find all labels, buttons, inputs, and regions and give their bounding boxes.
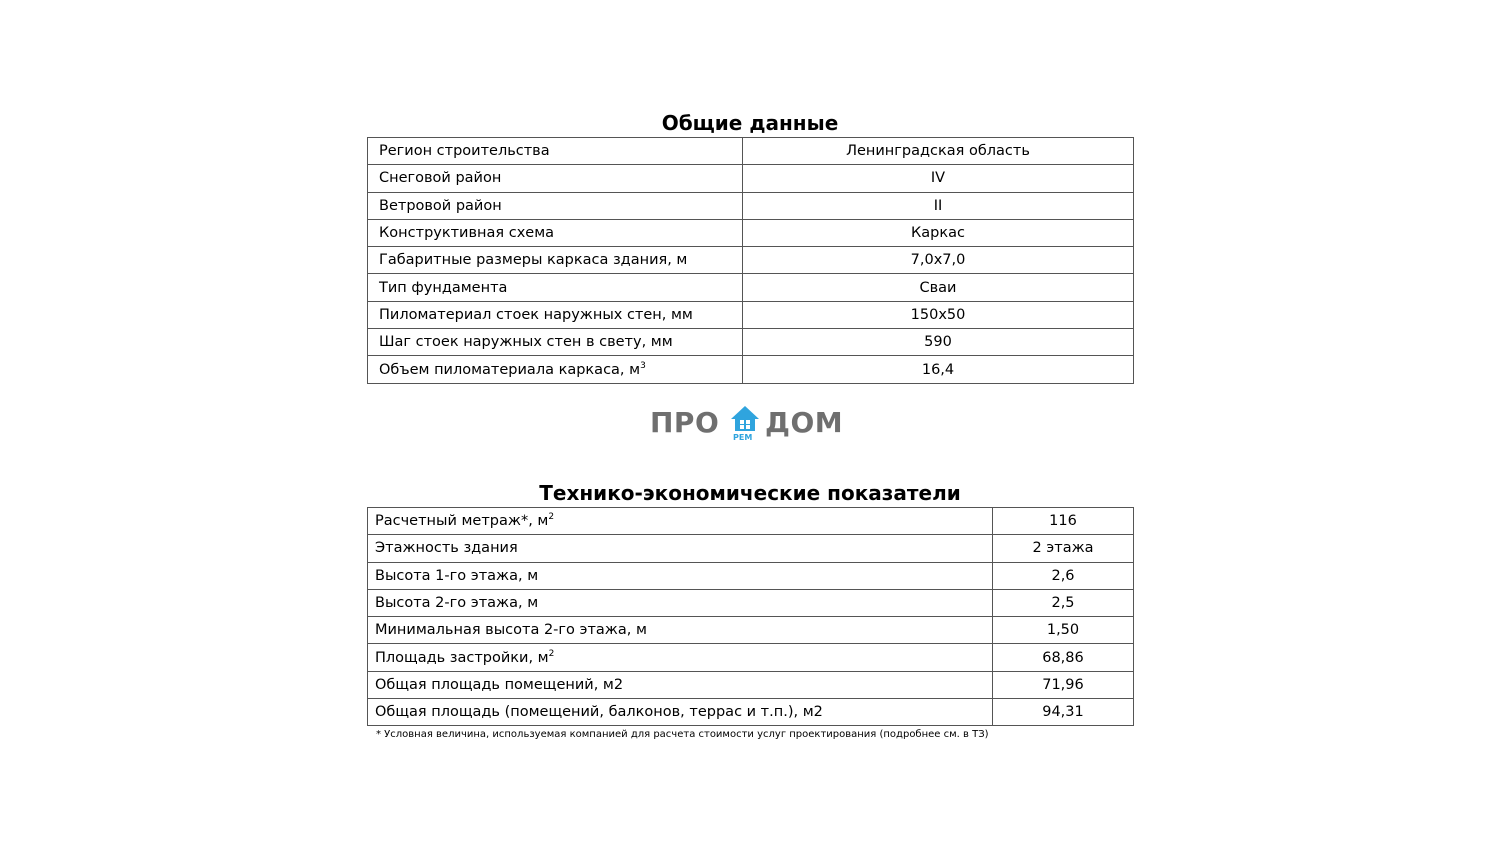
row-value: Сваи [743, 274, 1134, 301]
row-value: 150х50 [743, 301, 1134, 328]
table-row [368, 617, 1134, 644]
row-label-text: Этажность здания [375, 540, 518, 557]
logo-word-left: ПРО [650, 406, 720, 439]
row-value: 2 этажа [993, 535, 1134, 562]
table-row [368, 192, 1134, 219]
general-data-title: Общие данные [661, 111, 839, 135]
row-label-text: Шаг стоек наружных стен в свету, мм [379, 334, 673, 351]
row-label-text: Высота 2-го этажа, м [375, 595, 539, 612]
general-data-table [367, 137, 1134, 384]
table-row [368, 274, 1134, 301]
row-label-text: Ветровой район [379, 197, 502, 214]
row-label [368, 508, 993, 535]
row-value: Ленинградская область [743, 138, 1134, 165]
footnote: * Условная величина, используемая компанией для расчета стоимости услуг проектирования (подробнее см. в ТЗ) [376, 729, 989, 740]
unit-superscript: 3 [640, 360, 646, 371]
table-row [368, 535, 1134, 562]
row-label [368, 699, 993, 726]
unit-superscript: 2 [548, 648, 555, 659]
row-value: 116 [993, 508, 1134, 535]
row-value: 71,96 [993, 671, 1134, 698]
row-value: 68,86 [993, 644, 1134, 671]
row-value: 2,6 [993, 562, 1134, 589]
row-label [368, 535, 993, 562]
logo-word-right: ДОМ [765, 406, 844, 439]
row-label-text: Габаритные размеры каркаса здания, м [379, 252, 688, 269]
table-row [368, 301, 1134, 328]
table-row [368, 671, 1134, 698]
row-label [368, 671, 993, 698]
table-row [368, 699, 1134, 726]
row-label-text: Снеговой район [379, 170, 502, 187]
row-value: Каркас [743, 219, 1134, 246]
row-label [368, 329, 743, 356]
table-row [368, 644, 1134, 671]
row-label-text: Конструктивная схема [379, 225, 555, 242]
row-label [368, 301, 743, 328]
row-label [368, 617, 993, 644]
row-label-text: Тип фундамента [379, 279, 508, 296]
row-label [368, 165, 743, 192]
row-value: IV [743, 165, 1134, 192]
row-label-text: Регион строительства [379, 143, 550, 160]
row-label [368, 247, 743, 274]
house-icon [729, 404, 761, 434]
tech-indicators-table [367, 507, 1134, 726]
table-row [368, 562, 1134, 589]
unit-superscript: 2 [548, 512, 555, 523]
company-logo [650, 402, 850, 446]
row-label-text: Объем пиломатериала каркаса, м [379, 361, 641, 378]
row-label [368, 192, 743, 219]
row-label [368, 589, 993, 616]
logo-subtext: РЕМ [733, 433, 753, 442]
row-label-text: Высота 1-го этажа, м [375, 567, 539, 584]
row-label-text: Площадь застройки, м [375, 649, 549, 666]
table-row [368, 508, 1134, 535]
table-row [368, 356, 1134, 383]
row-label [368, 274, 743, 301]
row-value: 94,31 [993, 699, 1134, 726]
row-label-text: Расчетный метраж*, м [375, 513, 549, 530]
table-row [368, 329, 1134, 356]
table-row [368, 247, 1134, 274]
row-label-text: Общая площадь (помещений, балконов, террас и т.п.), м2 [375, 704, 823, 721]
row-label [368, 138, 743, 165]
tech-indicators-title: Технико-экономические показатели [539, 481, 961, 505]
table-row [368, 165, 1134, 192]
row-label [368, 644, 993, 671]
row-value: 16,4 [743, 356, 1134, 383]
row-value: 1,50 [993, 617, 1134, 644]
row-label [368, 562, 993, 589]
row-label-text: Минимальная высота 2-го этажа, м [375, 622, 647, 639]
row-label [368, 219, 743, 246]
row-value: 2,5 [993, 589, 1134, 616]
row-value: 590 [743, 329, 1134, 356]
row-label-text: Пиломатериал стоек наружных стен, мм [379, 306, 693, 323]
row-value: II [743, 192, 1134, 219]
row-value: 7,0х7,0 [743, 247, 1134, 274]
row-label-text: Общая площадь помещений, м2 [375, 676, 624, 693]
table-row [368, 589, 1134, 616]
row-label [368, 356, 743, 383]
table-row [368, 138, 1134, 165]
table-row [368, 219, 1134, 246]
